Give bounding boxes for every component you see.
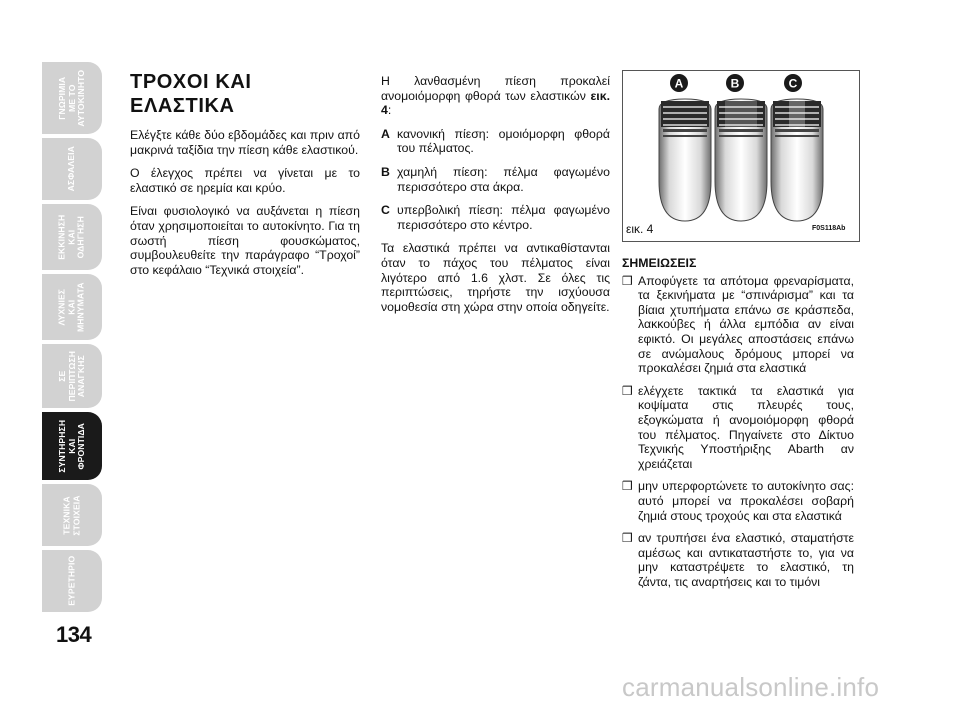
wear-item-a	[381, 127, 610, 156]
paragraph-incorrect-pressure	[381, 74, 610, 118]
tab-maintenance-care[interactable]	[42, 412, 102, 480]
note-text: αν τρυπήσει ένα ελαστικό, σταματήστε αμέσως και αντικαταστήστε το, για να μην καταστρέψετε το ελαστικό, τη ζάντα, τις αναρτήσεις και το τιμόνι	[638, 531, 854, 589]
label-a: A	[674, 76, 684, 91]
tab-lights-messages[interactable]	[42, 274, 102, 340]
item-text: χαμηλή πίεση: πέλμα φαγωμένο περισσότερο στα άκρα.	[397, 164, 610, 194]
tab-label: ΕΚΚΙΝΗΣΗ ΚΑΙ ΟΔΗΓΗΣΗ	[56, 214, 86, 260]
tyre-c	[771, 74, 823, 221]
note-text: μην υπερφορτώνετε το αυτοκίνητο σας: αυτό μπορεί να προκαλέσει σοβαρή ζημιά στους τροχούς και στα ελαστικά	[638, 479, 854, 523]
item-key: A	[381, 126, 390, 141]
column-wheels-tyres	[130, 70, 360, 286]
notes-title: ΣΗΜΕΙΩΣΕΙΣ	[622, 256, 697, 270]
item-key: C	[381, 203, 390, 218]
tab-label: ΣΕ ΠΕΡΙΠΤΩΣΗ ΑΝΑΓΚΗΣ	[56, 350, 86, 402]
tyre-a	[659, 74, 711, 221]
intro-end: :	[387, 103, 392, 118]
figure-reference: εικ. 4	[381, 88, 610, 118]
paragraph-replace-tyres: Τα ελαστικά πρέπει να αντικαθίστανται όταν το πάχος του πέλματος είναι λιγότερο από 1.6 χλστ. Σε όλες τις περιπτώσεις, τηρήστε την ισχύουσα νομοθεσία στη χώρα στην οποία οδηγείτε.	[381, 241, 610, 314]
tab-getting-to-know-car[interactable]	[42, 62, 102, 134]
note-item	[622, 384, 854, 472]
paragraph-check-cold: Ο έλεγχος πρέπει να γίνεται με το ελαστικό σε ηρεμία και κρύο.	[130, 166, 360, 195]
item-text: κανονική πίεση: ομοιόμορφη φθορά του πέλματος.	[397, 126, 610, 156]
tab-technical-data[interactable]	[42, 484, 102, 546]
page-title: ΤΡΟΧΟΙ ΚΑΙ ΕΛΑΣΤΙΚΑ	[130, 71, 252, 117]
tab-label: ΣΥΝΤΗΡΗΣΗ ΚΑΙ ΦΡΟΝΤΙΔΑ	[56, 419, 86, 473]
checkbox-bullet-icon: ❒	[622, 531, 633, 546]
page-number: 134	[56, 622, 92, 647]
checkbox-bullet-icon: ❒	[622, 273, 633, 288]
tab-safety[interactable]	[42, 138, 102, 200]
tyre-b	[715, 74, 767, 221]
tab-starting-driving[interactable]	[42, 204, 102, 270]
tab-index[interactable]	[42, 550, 102, 612]
label-c: C	[788, 76, 798, 91]
tab-label: ΑΣΦΑΛΕΙΑ	[66, 146, 77, 192]
note-text: Αποφύγετε τα απότομα φρεναρίσματα, τα ξεκινήματα με “σπινάρισμα” και τα βίαια χτυπήματα επάνω σε κράσπεδα, λακκούβες ή άλλα εμπόδια αν είναι εφικτό. Οι μεγάλες αποστάσεις επάνω σε ανώμαλους δρόμους μπορεί να προκαλέσει ζημιά στα ελαστικά	[638, 273, 854, 376]
watermark: carmanualsonline.info	[622, 672, 880, 702]
wear-item-c	[381, 203, 610, 232]
column-pressure-wear	[381, 74, 610, 323]
note-item	[622, 531, 854, 589]
tab-label: ΛΥΧΝΙΕΣ ΚΑΙ ΜΗΝΥΜΑΤΑ	[56, 282, 86, 332]
figure-caption: εικ. 4	[626, 222, 654, 236]
column-notes	[622, 256, 854, 597]
note-item	[622, 479, 854, 523]
paragraph-check-pressure: Ελέγξτε κάθε δύο εβδομάδες και πριν από μακρινά ταξίδια την πίεση κάθε ελαστικού.	[130, 128, 360, 157]
note-text: ελέγχετε τακτικά τα ελαστικά για κοψίματα στις πλευρές τους, εξογκώματα ή ανομοιόμορφη φθορά του πέλματος. Πηγαίνετε στο Δίκτυο Τεχνικής Υποστήριξης Abarth αν χρειάζεται	[638, 383, 854, 471]
checkbox-bullet-icon: ❒	[622, 383, 633, 398]
note-item	[622, 274, 854, 376]
item-key: B	[381, 164, 390, 179]
paragraph-pressure-increase: Είναι φυσιολογικό να αυξάνεται η πίεση όταν χρησιμοποιείται το αυτοκίνητο. Για τη σωστή πίεση φουσκώματος, συμβουλευθείτε την παράγραφο “Τροχοί” στο κεφάλαιο “Τεχνικά στοιχεία”.	[130, 204, 360, 277]
tab-label: ΕΥΡΕΤΗΡΙΟ	[66, 555, 77, 607]
tyre-illustration	[623, 71, 859, 241]
label-b: B	[730, 76, 740, 91]
intro-text: Η λανθασμένη πίεση προκαλεί ανομοιόμορφη φθορά των ελαστικών	[381, 74, 610, 103]
wear-item-b	[381, 165, 610, 194]
checkbox-bullet-icon: ❒	[622, 479, 633, 494]
figure-tyre-wear	[622, 70, 860, 242]
item-text: υπερβολική πίεση: πέλμα φαγωμένο περισσότερο στο κέντρο.	[397, 203, 610, 232]
tab-label: ΤΕΧΝΙΚΑ ΣΤΟΙΧΕΙΑ	[61, 494, 81, 536]
figure-code: F0S118Ab	[812, 225, 846, 232]
tab-emergency[interactable]	[42, 344, 102, 408]
tab-label: ΓΝΩΡΙΜΙΑ ΜΕ ΤΟ ΑΥΤΟΚΙΝΗΤΟ	[56, 69, 86, 127]
